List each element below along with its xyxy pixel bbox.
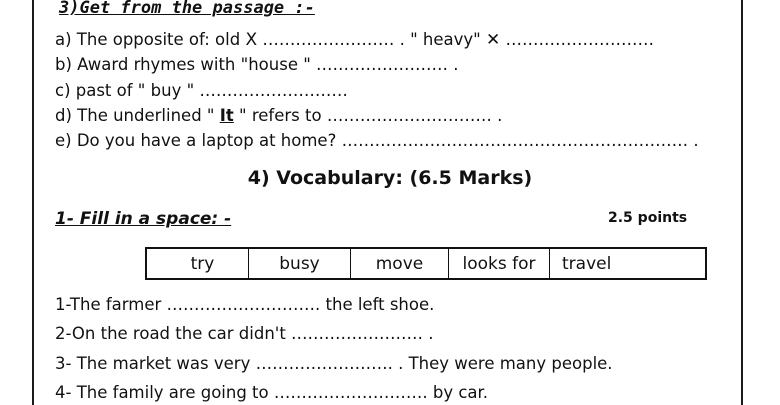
word-bank-item: try	[147, 249, 249, 278]
question-a-blank-2: ………………………	[500, 30, 654, 49]
word-bank-item: move	[351, 249, 449, 278]
sentence-1: 1-The farmer ………………………. the left shoe.	[55, 295, 435, 314]
word-bank-item: looks for	[449, 249, 550, 278]
cross-mark: X	[245, 30, 258, 50]
cross-mark-2: ✕	[486, 30, 501, 50]
sentence-2: 2-On the road the car didn't …………………… .	[55, 324, 434, 343]
section-4-title: 4) Vocabulary: (6.5 Marks)	[247, 167, 533, 189]
question-d-post: " refers to ………………………… .	[233, 106, 503, 125]
question-b: b) Award rhymes with "house " …………………… .	[55, 55, 459, 74]
question-e: e) Do you have a laptop at home? ……………………………………………………… .	[55, 131, 699, 150]
sentence-3: 3- The market was very ……………………. . They were many people.	[55, 354, 613, 373]
question-a-text: a) The opposite of: old	[55, 30, 246, 49]
question-a-blank: …………………… . " heavy"	[257, 30, 486, 49]
left-border-line	[32, 0, 34, 405]
question-c: c) past of " buy " ………………………	[55, 81, 348, 100]
right-border-line	[741, 0, 743, 405]
question-d	[55, 105, 502, 127]
word-bank-item: travel	[562, 253, 612, 274]
points-label: 2.5 points	[608, 210, 688, 226]
section-3-title: 3)Get from the passage :-	[59, 0, 315, 18]
fill-in-subtitle: 1- Fill in a space: -	[55, 209, 232, 229]
sentence-4: 4- The family are going to ………………………. by car.	[55, 383, 489, 402]
word-bank-item: busy	[249, 249, 351, 278]
underlined-word: It	[219, 106, 234, 125]
question-a	[55, 29, 654, 51]
question-d-pre: d) The underlined "	[55, 106, 220, 125]
word-bank	[145, 247, 707, 280]
